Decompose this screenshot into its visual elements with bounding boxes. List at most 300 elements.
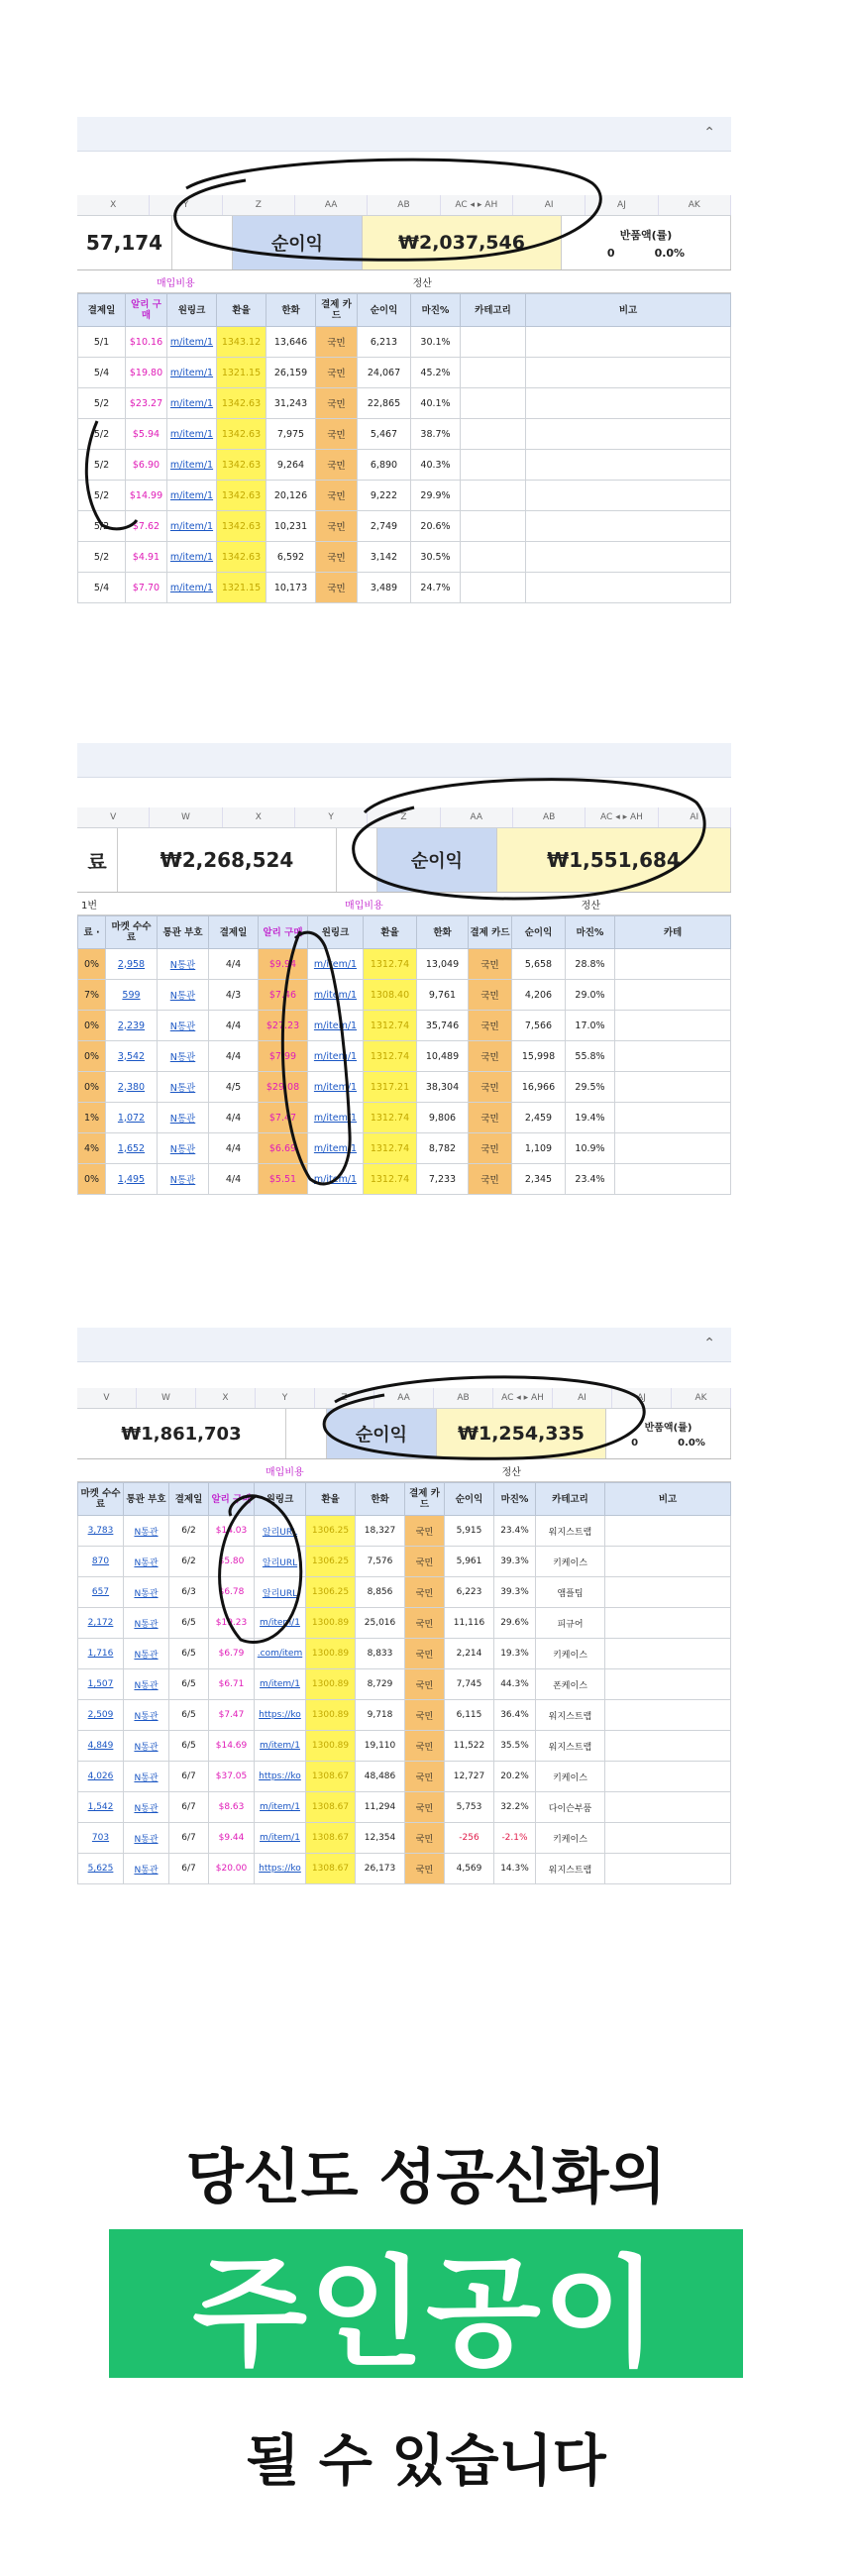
date-cell[interactable]: 4/4 [209, 1133, 259, 1164]
date-cell[interactable]: 6/2 [169, 1547, 209, 1577]
ali-price-cell[interactable]: $6.69 [259, 1133, 308, 1164]
link-cell[interactable]: m/item/1 [167, 573, 217, 603]
date-cell[interactable]: 5/2 [78, 419, 126, 450]
krw-cell[interactable]: 31,243 [266, 388, 316, 419]
card-cell[interactable]: 국민 [405, 1731, 445, 1762]
category-cell[interactable] [461, 419, 526, 450]
link-cell[interactable]: m/item/1 [255, 1792, 306, 1823]
margin-cell[interactable]: 28.8% [566, 949, 615, 980]
date-cell[interactable]: 6/7 [169, 1823, 209, 1854]
profit-cell[interactable]: 6,223 [445, 1577, 494, 1608]
margin-cell[interactable]: 17.0% [566, 1011, 615, 1041]
profit-cell[interactable]: 22,865 [358, 388, 411, 419]
card-cell[interactable]: 국민 [316, 388, 358, 419]
link-cell[interactable]: m/item/1 [167, 511, 217, 542]
ali-price-cell[interactable]: $27.23 [259, 1011, 308, 1041]
date-cell[interactable]: 6/5 [169, 1731, 209, 1762]
link-cell[interactable]: m/item/1 [255, 1823, 306, 1854]
note-cell[interactable] [526, 450, 731, 481]
krw-cell[interactable]: 7,975 [266, 419, 316, 450]
date-cell[interactable]: 4/4 [209, 1103, 259, 1133]
header-cell[interactable]: 통관 부호 [158, 916, 209, 949]
card-cell[interactable]: 국민 [469, 1041, 512, 1072]
card-cell[interactable]: 국민 [469, 1011, 512, 1041]
header-cell[interactable]: 환율 [364, 916, 417, 949]
header-cell[interactable]: 알리 구매 [259, 916, 308, 949]
header-cell[interactable]: 한화 [356, 1483, 405, 1516]
fee-rate-cell[interactable]: 7% [78, 980, 106, 1011]
card-cell[interactable]: 국민 [316, 419, 358, 450]
margin-cell[interactable]: 29.6% [494, 1608, 536, 1639]
date-cell[interactable]: 4/3 [209, 980, 259, 1011]
link-cell[interactable]: https://ko [255, 1762, 306, 1792]
link-cell[interactable]: m/item/1 [167, 388, 217, 419]
margin-cell[interactable]: 10.9% [566, 1133, 615, 1164]
link-cell[interactable]: m/item/1 [167, 358, 217, 388]
rate-cell[interactable]: 1306.25 [306, 1577, 356, 1608]
category-cell[interactable] [461, 481, 526, 511]
category-cell[interactable]: 키케이스 [536, 1823, 605, 1854]
margin-cell[interactable]: 45.2% [411, 358, 461, 388]
margin-cell[interactable]: 40.1% [411, 388, 461, 419]
col-letter[interactable]: AI [659, 807, 731, 827]
margin-cell[interactable]: 39.3% [494, 1547, 536, 1577]
col-letter[interactable]: W [150, 807, 222, 827]
customs-code-cell[interactable]: N통관 [158, 949, 209, 980]
date-cell[interactable]: 5/2 [78, 450, 126, 481]
market-fee-cell[interactable]: 1,495 [106, 1164, 158, 1195]
col-letter[interactable]: V [77, 1388, 137, 1408]
margin-cell[interactable]: 24.7% [411, 573, 461, 603]
profit-cell[interactable]: 7,566 [512, 1011, 566, 1041]
date-cell[interactable]: 4/4 [209, 1011, 259, 1041]
margin-cell[interactable]: 39.3% [494, 1577, 536, 1608]
customs-code-cell[interactable]: N통관 [158, 1041, 209, 1072]
note-cell[interactable] [605, 1608, 731, 1639]
fee-rate-cell[interactable]: 0% [78, 949, 106, 980]
market-fee-cell[interactable]: 2,239 [106, 1011, 158, 1041]
col-letter[interactable]: AJ [586, 195, 658, 215]
rate-cell[interactable]: 1312.74 [364, 1011, 417, 1041]
profit-cell[interactable]: 7,745 [445, 1669, 494, 1700]
customs-code-cell[interactable]: N통관 [124, 1792, 169, 1823]
card-cell[interactable]: 국민 [316, 573, 358, 603]
krw-cell[interactable]: 9,264 [266, 450, 316, 481]
col-letter[interactable]: AA [295, 195, 368, 215]
krw-cell[interactable]: 9,761 [417, 980, 469, 1011]
margin-cell[interactable]: 30.5% [411, 542, 461, 573]
link-cell[interactable]: m/item/1 [167, 450, 217, 481]
krw-cell[interactable]: 10,231 [266, 511, 316, 542]
header-cell[interactable]: 순이익 [512, 916, 566, 949]
note-cell[interactable] [526, 511, 731, 542]
note-cell[interactable] [605, 1823, 731, 1854]
krw-cell[interactable]: 20,126 [266, 481, 316, 511]
profit-cell[interactable]: 2,345 [512, 1164, 566, 1195]
rate-cell[interactable]: 1312.74 [364, 1041, 417, 1072]
link-cell[interactable]: m/item/1 [167, 419, 217, 450]
customs-code-cell[interactable]: N통관 [124, 1854, 169, 1884]
note-cell[interactable] [526, 358, 731, 388]
krw-cell[interactable]: 7,233 [417, 1164, 469, 1195]
ali-price-cell[interactable]: $19.23 [209, 1608, 255, 1639]
market-fee-cell[interactable]: 3,783 [78, 1516, 124, 1547]
category-cell[interactable]: 앰플팁 [536, 1577, 605, 1608]
rate-cell[interactable]: 1300.89 [306, 1639, 356, 1669]
fee-rate-cell[interactable]: 0% [78, 1164, 106, 1195]
krw-cell[interactable]: 8,833 [356, 1639, 405, 1669]
col-letter[interactable]: AI [553, 1388, 612, 1408]
category-cell[interactable]: 다이슨부품 [536, 1792, 605, 1823]
market-fee-cell[interactable]: 1,072 [106, 1103, 158, 1133]
fee-rate-cell[interactable]: 1% [78, 1103, 106, 1133]
profit-cell[interactable]: 5,658 [512, 949, 566, 980]
date-cell[interactable]: 6/5 [169, 1608, 209, 1639]
header-cell[interactable]: 순이익 [445, 1483, 494, 1516]
header-cell[interactable]: 마진% [411, 294, 461, 327]
krw-cell[interactable]: 26,173 [356, 1854, 405, 1884]
krw-cell[interactable]: 7,576 [356, 1547, 405, 1577]
note-cell[interactable] [526, 542, 731, 573]
col-letter[interactable]: W [137, 1388, 196, 1408]
date-cell[interactable]: 4/5 [209, 1072, 259, 1103]
category-cell[interactable] [615, 1133, 731, 1164]
link-cell[interactable]: m/item/1 [308, 1103, 364, 1133]
card-cell[interactable]: 국민 [316, 542, 358, 573]
profit-cell[interactable]: 5,753 [445, 1792, 494, 1823]
rate-cell[interactable]: 1312.74 [364, 1103, 417, 1133]
profit-cell[interactable]: -256 [445, 1823, 494, 1854]
category-cell[interactable]: 워지스트랩 [536, 1854, 605, 1884]
header-cell[interactable]: 비고 [526, 294, 731, 327]
margin-cell[interactable]: 29.9% [411, 481, 461, 511]
category-cell[interactable] [461, 388, 526, 419]
market-fee-cell[interactable]: 5,625 [78, 1854, 124, 1884]
market-fee-cell[interactable]: 4,026 [78, 1762, 124, 1792]
date-cell[interactable]: 5/4 [78, 573, 126, 603]
ali-price-cell[interactable]: $7.99 [259, 1041, 308, 1072]
ali-price-cell[interactable]: $9.44 [209, 1823, 255, 1854]
card-cell[interactable]: 국민 [469, 1164, 512, 1195]
note-cell[interactable] [605, 1700, 731, 1731]
market-fee-cell[interactable]: 4,849 [78, 1731, 124, 1762]
profit-cell[interactable]: 6,213 [358, 327, 411, 358]
card-cell[interactable]: 국민 [405, 1516, 445, 1547]
card-cell[interactable]: 국민 [405, 1577, 445, 1608]
profit-cell[interactable]: 5,961 [445, 1547, 494, 1577]
market-fee-cell[interactable]: 703 [78, 1823, 124, 1854]
margin-cell[interactable]: 30.1% [411, 327, 461, 358]
rate-cell[interactable]: 1342.63 [217, 511, 266, 542]
profit-cell[interactable]: 11,116 [445, 1608, 494, 1639]
market-fee-cell[interactable]: 2,509 [78, 1700, 124, 1731]
col-letter[interactable]: X [77, 195, 150, 215]
customs-code-cell[interactable]: N통관 [158, 1072, 209, 1103]
ali-price-cell[interactable]: $9.94 [259, 949, 308, 980]
customs-code-cell[interactable]: N통관 [158, 980, 209, 1011]
col-letter[interactable]: AB [513, 807, 586, 827]
date-cell[interactable]: 4/4 [209, 949, 259, 980]
col-letter[interactable]: AB [434, 1388, 493, 1408]
customs-code-cell[interactable]: N통관 [124, 1669, 169, 1700]
krw-cell[interactable]: 26,159 [266, 358, 316, 388]
market-fee-cell[interactable]: 2,958 [106, 949, 158, 980]
note-cell[interactable] [526, 419, 731, 450]
ali-price-cell[interactable]: $10.16 [126, 327, 167, 358]
card-cell[interactable]: 국민 [469, 1133, 512, 1164]
market-fee-cell[interactable]: 2,380 [106, 1072, 158, 1103]
rate-cell[interactable]: 1312.74 [364, 949, 417, 980]
link-cell[interactable]: m/item/1 [308, 1011, 364, 1041]
rate-cell[interactable]: 1308.67 [306, 1792, 356, 1823]
link-cell[interactable]: 알리URL [255, 1547, 306, 1577]
profit-cell[interactable]: 3,142 [358, 542, 411, 573]
col-letter[interactable]: AJ [612, 1388, 672, 1408]
card-cell[interactable]: 국민 [316, 481, 358, 511]
ali-price-cell[interactable]: $6.79 [209, 1639, 255, 1669]
krw-cell[interactable]: 13,646 [266, 327, 316, 358]
date-cell[interactable]: 5/2 [78, 511, 126, 542]
col-letter[interactable]: Y [150, 195, 222, 215]
col-letter[interactable]: AA [441, 807, 513, 827]
note-cell[interactable] [605, 1547, 731, 1577]
col-letter[interactable]: AI [513, 195, 586, 215]
header-cell[interactable]: 카테고리 [461, 294, 526, 327]
date-cell[interactable]: 6/7 [169, 1762, 209, 1792]
link-cell[interactable]: m/item/1 [308, 1133, 364, 1164]
note-cell[interactable] [605, 1639, 731, 1669]
category-cell[interactable]: 워지스트랩 [536, 1700, 605, 1731]
header-cell[interactable]: 결제일 [78, 294, 126, 327]
krw-cell[interactable]: 11,294 [356, 1792, 405, 1823]
category-cell[interactable] [615, 1103, 731, 1133]
profit-cell[interactable]: 9,222 [358, 481, 411, 511]
header-cell[interactable]: 결제일 [209, 916, 259, 949]
krw-cell[interactable]: 12,354 [356, 1823, 405, 1854]
ali-price-cell[interactable]: $7.47 [259, 1103, 308, 1133]
rate-cell[interactable]: 1300.89 [306, 1608, 356, 1639]
category-cell[interactable] [461, 573, 526, 603]
krw-cell[interactable]: 9,806 [417, 1103, 469, 1133]
customs-code-cell[interactable]: N통관 [124, 1762, 169, 1792]
rate-cell[interactable]: 1321.15 [217, 358, 266, 388]
profit-cell[interactable]: 4,206 [512, 980, 566, 1011]
ali-price-cell[interactable]: $20.00 [209, 1854, 255, 1884]
header-cell[interactable]: 마진% [494, 1483, 536, 1516]
rate-cell[interactable]: 1342.63 [217, 419, 266, 450]
rate-cell[interactable]: 1321.15 [217, 573, 266, 603]
krw-cell[interactable]: 6,592 [266, 542, 316, 573]
link-cell[interactable]: m/item/1 [308, 980, 364, 1011]
link-cell[interactable]: .com/item [255, 1639, 306, 1669]
note-cell[interactable] [605, 1516, 731, 1547]
rate-cell[interactable]: 1342.63 [217, 450, 266, 481]
ali-price-cell[interactable]: $14.69 [209, 1731, 255, 1762]
margin-cell[interactable]: 36.4% [494, 1700, 536, 1731]
krw-cell[interactable]: 8,856 [356, 1577, 405, 1608]
col-letter[interactable]: Z [368, 807, 440, 827]
category-cell[interactable] [615, 1072, 731, 1103]
margin-cell[interactable]: 29.0% [566, 980, 615, 1011]
margin-cell[interactable]: 23.4% [566, 1164, 615, 1195]
col-letter[interactable]: Y [295, 807, 368, 827]
margin-cell[interactable]: 29.5% [566, 1072, 615, 1103]
ali-price-cell[interactable]: $8.63 [209, 1792, 255, 1823]
card-cell[interactable]: 국민 [405, 1854, 445, 1884]
rate-cell[interactable]: 1342.63 [217, 388, 266, 419]
market-fee-cell[interactable]: 3,542 [106, 1041, 158, 1072]
header-cell[interactable]: 한화 [266, 294, 316, 327]
date-cell[interactable]: 6/7 [169, 1854, 209, 1884]
category-cell[interactable] [461, 542, 526, 573]
note-cell[interactable] [605, 1792, 731, 1823]
date-cell[interactable]: 6/3 [169, 1577, 209, 1608]
header-cell[interactable]: 원링크 [308, 916, 364, 949]
rate-cell[interactable]: 1343.12 [217, 327, 266, 358]
profit-cell[interactable]: 6,115 [445, 1700, 494, 1731]
date-cell[interactable]: 6/2 [169, 1516, 209, 1547]
ali-price-cell[interactable]: $23.27 [126, 388, 167, 419]
rate-cell[interactable]: 1300.89 [306, 1669, 356, 1700]
note-cell[interactable] [526, 573, 731, 603]
category-cell[interactable]: 폰케이스 [536, 1669, 605, 1700]
category-cell[interactable] [615, 1164, 731, 1195]
link-cell[interactable]: m/item/1 [308, 949, 364, 980]
header-cell[interactable]: 료 · [78, 916, 106, 949]
market-fee-cell[interactable]: 1,507 [78, 1669, 124, 1700]
ali-price-cell[interactable]: $4.91 [126, 542, 167, 573]
card-cell[interactable]: 국민 [469, 1103, 512, 1133]
krw-cell[interactable]: 35,746 [417, 1011, 469, 1041]
market-fee-cell[interactable]: 657 [78, 1577, 124, 1608]
profit-cell[interactable]: 4,569 [445, 1854, 494, 1884]
header-cell[interactable]: 알리 구매 [209, 1483, 255, 1516]
category-cell[interactable]: 키케이스 [536, 1762, 605, 1792]
link-cell[interactable]: m/item/1 [255, 1731, 306, 1762]
card-cell[interactable]: 국민 [405, 1700, 445, 1731]
header-cell[interactable]: 환율 [217, 294, 266, 327]
header-cell[interactable]: 순이익 [358, 294, 411, 327]
note-cell[interactable] [526, 481, 731, 511]
category-cell[interactable] [461, 511, 526, 542]
header-cell[interactable]: 결제 카드 [316, 294, 358, 327]
margin-cell[interactable]: 20.6% [411, 511, 461, 542]
category-cell[interactable]: 피규어 [536, 1608, 605, 1639]
market-fee-cell[interactable]: 2,172 [78, 1608, 124, 1639]
note-cell[interactable] [605, 1577, 731, 1608]
customs-code-cell[interactable]: N통관 [124, 1577, 169, 1608]
margin-cell[interactable]: 19.3% [494, 1639, 536, 1669]
customs-code-cell[interactable]: N통관 [124, 1639, 169, 1669]
card-cell[interactable]: 국민 [405, 1547, 445, 1577]
link-cell[interactable]: 알리URL [255, 1516, 306, 1547]
date-cell[interactable]: 5/2 [78, 481, 126, 511]
link-cell[interactable]: https://ko [255, 1854, 306, 1884]
category-cell[interactable] [461, 327, 526, 358]
header-cell[interactable]: 카테 [615, 916, 731, 949]
date-cell[interactable]: 6/5 [169, 1700, 209, 1731]
margin-cell[interactable]: 35.5% [494, 1731, 536, 1762]
profit-cell[interactable]: 5,915 [445, 1516, 494, 1547]
margin-cell[interactable]: 19.4% [566, 1103, 615, 1133]
header-cell[interactable]: 카테고리 [536, 1483, 605, 1516]
profit-cell[interactable]: 16,966 [512, 1072, 566, 1103]
link-cell[interactable]: m/item/1 [308, 1072, 364, 1103]
fee-rate-cell[interactable]: 4% [78, 1133, 106, 1164]
date-cell[interactable]: 6/5 [169, 1669, 209, 1700]
link-cell[interactable]: m/item/1 [255, 1608, 306, 1639]
note-cell[interactable] [605, 1762, 731, 1792]
profit-cell[interactable]: 11,522 [445, 1731, 494, 1762]
rate-cell[interactable]: 1300.89 [306, 1700, 356, 1731]
profit-cell[interactable]: 2,749 [358, 511, 411, 542]
card-cell[interactable]: 국민 [469, 949, 512, 980]
market-fee-cell[interactable]: 599 [106, 980, 158, 1011]
col-letter[interactable]: AC ◂ ▸ AH [493, 1388, 553, 1408]
profit-cell[interactable]: 24,067 [358, 358, 411, 388]
header-cell[interactable]: 한화 [417, 916, 469, 949]
profit-cell[interactable]: 5,467 [358, 419, 411, 450]
customs-code-cell[interactable]: N통관 [124, 1823, 169, 1854]
link-cell[interactable]: m/item/1 [167, 481, 217, 511]
category-cell[interactable] [615, 980, 731, 1011]
col-letter[interactable]: AB [368, 195, 440, 215]
ali-price-cell[interactable]: $6.71 [209, 1669, 255, 1700]
rate-cell[interactable]: 1308.67 [306, 1823, 356, 1854]
card-cell[interactable]: 국민 [316, 511, 358, 542]
date-cell[interactable]: 5/2 [78, 388, 126, 419]
customs-code-cell[interactable]: N통관 [158, 1133, 209, 1164]
card-cell[interactable]: 국민 [405, 1669, 445, 1700]
note-cell[interactable] [605, 1854, 731, 1884]
profit-cell[interactable]: 1,109 [512, 1133, 566, 1164]
category-cell[interactable] [615, 1011, 731, 1041]
col-letter[interactable]: Z [315, 1388, 374, 1408]
krw-cell[interactable]: 38,304 [417, 1072, 469, 1103]
col-letter[interactable]: X [196, 1388, 256, 1408]
ali-price-cell[interactable]: $29.08 [259, 1072, 308, 1103]
category-cell[interactable]: 키케이스 [536, 1547, 605, 1577]
link-cell[interactable]: m/item/1 [167, 327, 217, 358]
category-cell[interactable] [615, 949, 731, 980]
link-cell[interactable]: 알리URL [255, 1577, 306, 1608]
krw-cell[interactable]: 48,486 [356, 1762, 405, 1792]
rate-cell[interactable]: 1342.63 [217, 481, 266, 511]
header-cell[interactable]: 비고 [605, 1483, 731, 1516]
header-cell[interactable]: 결제일 [169, 1483, 209, 1516]
fee-rate-cell[interactable]: 0% [78, 1011, 106, 1041]
ali-price-cell[interactable]: $5.51 [259, 1164, 308, 1195]
rate-cell[interactable]: 1308.67 [306, 1854, 356, 1884]
profit-cell[interactable]: 2,214 [445, 1639, 494, 1669]
category-cell[interactable]: 키케이스 [536, 1639, 605, 1669]
margin-cell[interactable]: 23.4% [494, 1516, 536, 1547]
krw-cell[interactable]: 8,729 [356, 1669, 405, 1700]
category-cell[interactable] [461, 450, 526, 481]
header-cell[interactable]: 결제 카드 [405, 1483, 445, 1516]
market-fee-cell[interactable]: 1,652 [106, 1133, 158, 1164]
category-cell[interactable]: 워지스트랩 [536, 1731, 605, 1762]
header-cell[interactable]: 환율 [306, 1483, 356, 1516]
note-cell[interactable] [605, 1669, 731, 1700]
card-cell[interactable]: 국민 [405, 1608, 445, 1639]
rate-cell[interactable]: 1342.63 [217, 542, 266, 573]
rate-cell[interactable]: 1306.25 [306, 1547, 356, 1577]
rate-cell[interactable]: 1308.40 [364, 980, 417, 1011]
chevron-up-icon[interactable]: ⌃ [703, 125, 715, 141]
ali-price-cell[interactable]: $7.46 [259, 980, 308, 1011]
date-cell[interactable]: 5/4 [78, 358, 126, 388]
